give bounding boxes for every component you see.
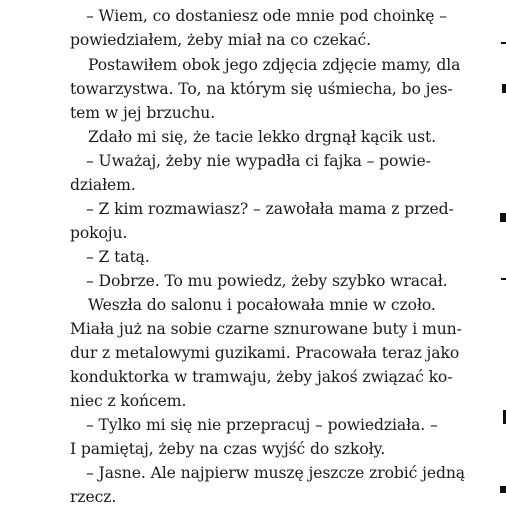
text-line: I pamiętaj, żeby na czas wyjść do szkoły. (70, 440, 386, 458)
text-line: – Tylko mi się nie przepracuj – powiedziała. – (86, 416, 438, 434)
text-line: Zdało mi się, że tacie lekko drgnął kącik ust. (88, 128, 437, 146)
text-line: konduktorka w tramwaju, żeby jakoś związać ko- (70, 368, 453, 386)
text-line: tem w jej brzuchu. (70, 104, 216, 122)
text-line: – Dobrze. To mu powiedz, żeby szybko wracał. (86, 272, 448, 290)
text-line: – Jasne. Ale najpierw muszę jeszcze zrobić jedną (86, 464, 466, 482)
text-line: Postawiłem obok jego zdjęcia zdjęcie mamy, dla (88, 56, 461, 74)
text-line: pokoju. (70, 224, 128, 242)
text-line: powiedziałem, żeby miał na co czekać. (70, 31, 371, 49)
text-line: – Z tatą. (86, 248, 150, 266)
text-line: rzecz. (70, 488, 117, 506)
text-line: Miała już na sobie czarne sznurowane buty i mun- (70, 320, 462, 338)
adjacent-page-glyph (501, 42, 506, 44)
text-line: towarzystwa. To, na którym się uśmiecha, bo jes- (70, 80, 453, 98)
text-line: – Wiem, co dostaniesz ode mnie pod choinkę – (86, 7, 447, 25)
text-line: – Uważaj, żeby nie wypadła ci fajka – powie- (86, 152, 431, 170)
text-line: dur z metalowymi guzikami. Pracowała teraz jako (70, 344, 460, 362)
text-line: – Z kim rozmawiasz? – zawołała mama z przed- (86, 200, 454, 218)
text-line: działem. (70, 176, 136, 194)
text-line: niec z końcem. (70, 392, 187, 410)
text-line: Weszła do salonu i pocałowała mnie w czoło. (88, 296, 436, 314)
adjacent-page-glyph (501, 278, 506, 280)
adjacent-page-glyph (502, 84, 506, 93)
adjacent-page-glyph (500, 213, 506, 222)
adjacent-page-glyph (500, 486, 506, 493)
